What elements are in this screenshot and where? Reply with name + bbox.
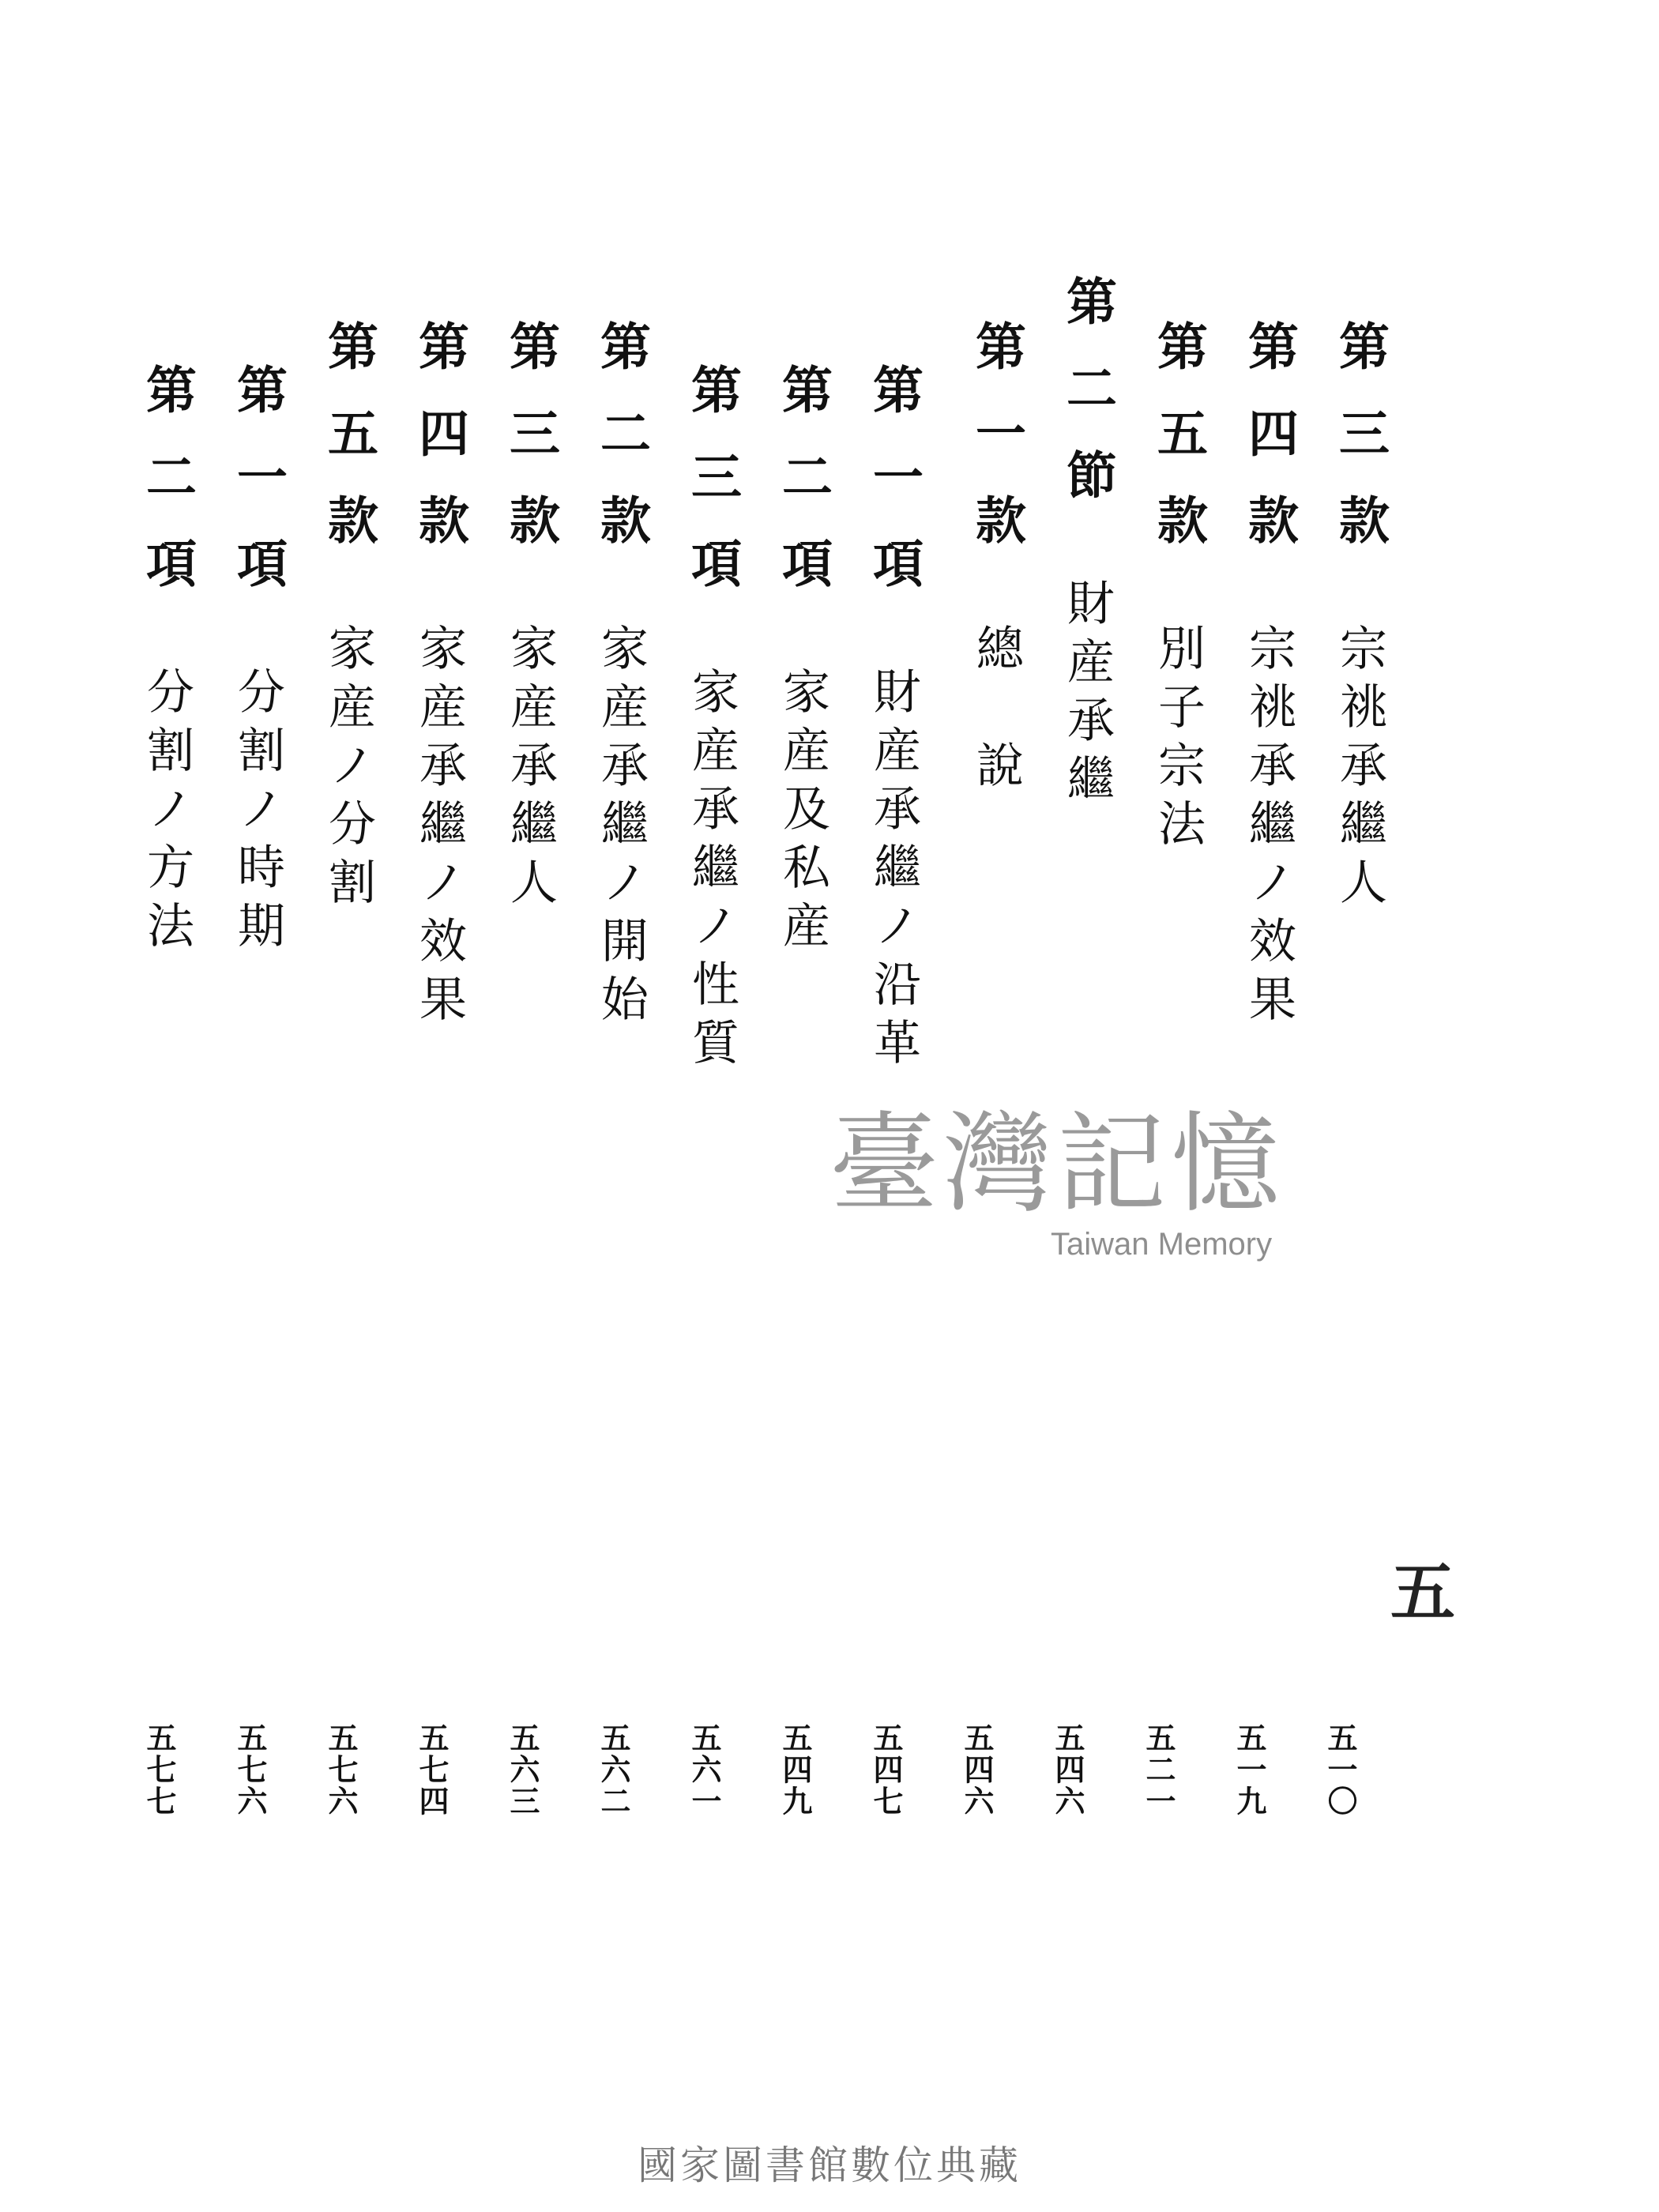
entry-heading: 第二項 xyxy=(137,363,197,624)
entry-title: 分割ノ方法 xyxy=(139,667,194,959)
toc-entry xyxy=(1142,320,1213,857)
toc-entry xyxy=(222,363,293,959)
page-number: 五四六 xyxy=(959,1722,995,1817)
entry-heading: 第二款 xyxy=(592,320,651,581)
entry-title: 家産ノ分割 xyxy=(321,623,376,916)
entry-heading: 第三款 xyxy=(1330,320,1390,581)
page-number: 五六一 xyxy=(687,1722,722,1817)
entry-title: 家産承繼ノ性質 xyxy=(684,667,739,1076)
toc-entry xyxy=(585,320,656,1033)
toc-entry xyxy=(767,363,838,959)
toc-entry xyxy=(404,320,475,1033)
toc-entry xyxy=(858,363,929,1076)
entry-title: 家産承繼ノ效果 xyxy=(412,623,467,1033)
entry-title: 家産承繼ノ開始 xyxy=(593,623,649,1033)
entry-title: 家産及私産 xyxy=(775,667,830,959)
toc-entry xyxy=(1233,320,1304,1033)
entry-title: 總 說 xyxy=(969,623,1024,799)
page-number: 五四九 xyxy=(777,1722,813,1817)
entry-title: 宗祧承繼ノ效果 xyxy=(1241,623,1296,1033)
entry-title: 財産承繼ノ沿革 xyxy=(866,667,921,1076)
page-number: 五七六 xyxy=(323,1722,359,1817)
entry-title: 宗祧承繼人 xyxy=(1332,623,1387,916)
entry-heading: 第二項 xyxy=(773,363,833,624)
entry-title: 分割ノ時期 xyxy=(230,667,285,959)
page-number: 五一〇 xyxy=(1322,1722,1358,1817)
footer-credit: 國家圖書館數位典藏 xyxy=(638,2142,1021,2188)
entry-heading: 第四款 xyxy=(410,320,469,581)
toc-entry xyxy=(495,320,566,916)
entry-title: 家産承繼人 xyxy=(502,623,558,916)
page-number: 五六三 xyxy=(505,1722,540,1817)
entry-heading: 第五款 xyxy=(1149,320,1208,581)
watermark-logo: 臺灣記憶 xyxy=(830,1100,1285,1228)
entry-heading: 第二節 xyxy=(1058,275,1117,536)
entry-heading: 第三項 xyxy=(683,363,742,624)
page-number: 五一九 xyxy=(1232,1722,1267,1817)
toc-entry xyxy=(131,363,202,959)
entry-title: 財産承繼 xyxy=(1059,578,1115,812)
page-number: 五七七 xyxy=(141,1722,177,1817)
page-number: 五四六 xyxy=(1050,1722,1085,1817)
toc-entry xyxy=(1324,320,1395,916)
page-number: 五二一 xyxy=(1141,1722,1176,1817)
toc-entry xyxy=(676,363,747,1076)
watermark-english: Taiwan Memory xyxy=(1051,1227,1273,1262)
entry-heading: 第一項 xyxy=(228,363,288,624)
entry-heading: 第五款 xyxy=(319,320,378,581)
page-number: 五六二 xyxy=(596,1722,631,1817)
entry-heading: 第一項 xyxy=(864,363,924,624)
section-mark: 五 xyxy=(1390,1555,1456,1631)
entry-heading: 第三款 xyxy=(501,320,560,581)
entry-heading: 第四款 xyxy=(1240,320,1299,581)
page-number: 五四七 xyxy=(868,1722,904,1817)
toc-entry xyxy=(961,320,1032,799)
toc-entry xyxy=(313,320,384,916)
page-number: 五七六 xyxy=(232,1722,268,1817)
entry-title: 別子宗法 xyxy=(1150,623,1206,857)
entry-heading: 第一款 xyxy=(967,320,1026,581)
page-number: 五七四 xyxy=(414,1722,450,1817)
toc-entry xyxy=(1051,275,1123,812)
